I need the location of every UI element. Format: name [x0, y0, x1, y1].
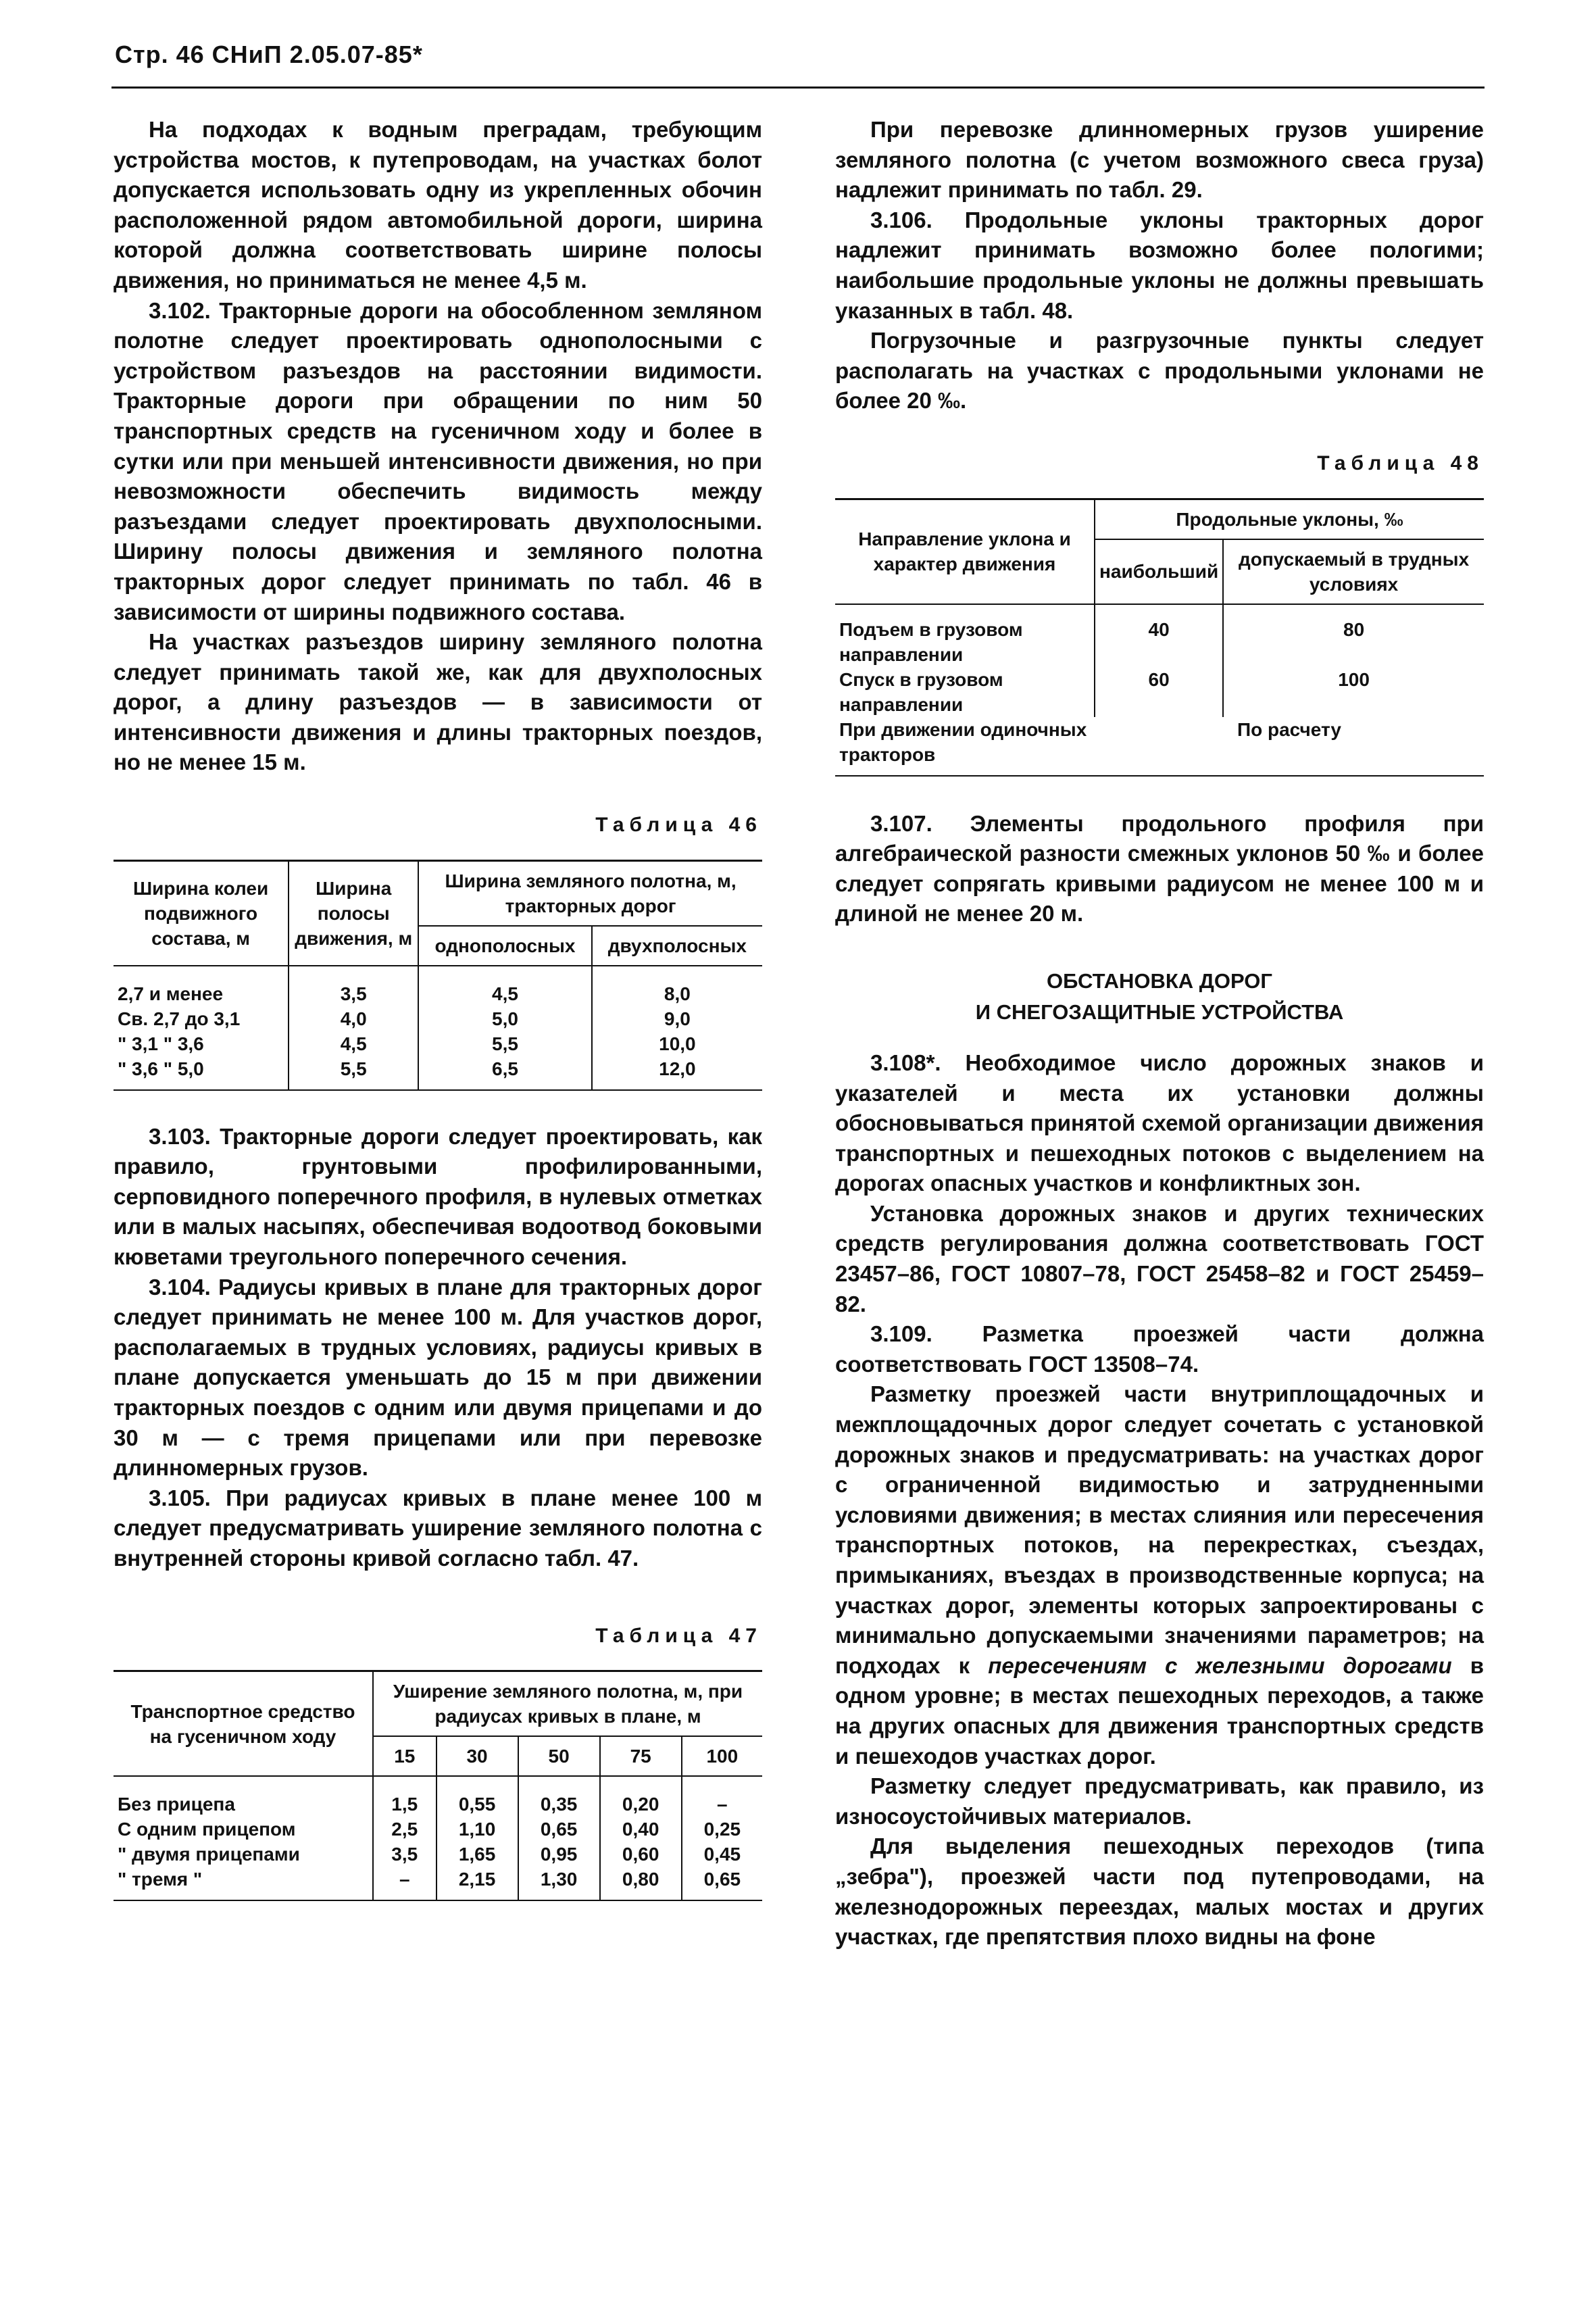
table-cell: 0,40: [600, 1817, 682, 1842]
table-cell: 0,55: [437, 1776, 518, 1817]
table-cell: 5,5: [289, 1056, 418, 1090]
clause-number: 3.102.: [149, 297, 211, 323]
table-cell: 5,0: [418, 1006, 592, 1031]
clause-text: Элементы продольного профиля при алгебраической разности смежных уклонов 50 ‰ и более следует сопрягать кривыми радиусом не менее 100 м и длиной не менее 20 м.: [835, 810, 1485, 927]
table-cell: " 3,6 " 5,0: [118, 1058, 204, 1079]
left-column: [114, 115, 762, 1901]
table-cell: При движении одиночных тракторов: [839, 718, 1087, 765]
table-header-group: Продольные уклоны, ‰: [1095, 499, 1484, 539]
paragraph: При перевозке длинномерных грузов уширение земляного полотна (с учетом возможного свеса груза) надлежит принимать по табл. 29.: [835, 117, 1484, 203]
table-cell: Св. 2,7 до 3,1: [118, 1008, 241, 1029]
clause-number: 3.109.: [870, 1321, 932, 1347]
clause-text: При радиусах кривых в плане менее 100 м следует предусматривать уширение земляного полотна с внутренней стороны кривой согласно табл. 47.: [114, 1485, 762, 1571]
paragraph-3-105: [114, 1483, 762, 1574]
table-header: 75: [600, 1736, 682, 1776]
clause-number: 3.104.: [149, 1274, 211, 1300]
table-cell: 0,65: [682, 1867, 762, 1900]
table-cell: 1,5: [373, 1776, 437, 1817]
paragraph-3-106: [835, 205, 1484, 326]
clause-text: Тракторные дороги на обособленном земляном полотне следует проектировать однополосными с устройством разъездов на расстоянии видимости. Тракторные дороги при обращении по ним 50 транспортных средств на гусеничном ходу и более в сутки или при меньшей интенсивности движения, но при невозможности обеспечить видимость между разъездами следует проектировать двухполосными. Ширину полосы движения и земляного полотна тракторных дорог следует принимать по табл. 46 в зависимости от ширины подвижного состава.: [114, 297, 762, 624]
clause-text: Разметка проезжей части должна соответствовать ГОСТ 13508–74.: [835, 1321, 1484, 1377]
table-header: допускаемый в трудных условиях: [1223, 539, 1484, 604]
table-cell: " тремя ": [118, 1869, 203, 1890]
table-cell: 0,25: [682, 1817, 762, 1842]
paragraph: Для выделения пешеходных переходов (типа „зебра"), проезжей части под путепроводами, на железнодорожных переездах, малых мостах и других участках, где препятствия плохо видны на фоне: [835, 1833, 1484, 1950]
table-cell: –: [373, 1867, 437, 1900]
table-47: [114, 1670, 762, 1901]
table-header: Транспортное средство на гусеничном ходу: [114, 1671, 373, 1777]
table-cell: 60: [1095, 667, 1223, 717]
paragraph: На подходах к водным преградам, требующим устройства мостов, к путепроводам, на участках болот допускается использовать одну из укрепленных обочин расположенной рядом автомобильной дороги, ширина которой должна соответствовать ширине полосы движения, но приниматься не менее 4,5 м.: [114, 117, 762, 293]
paragraph-3-103: [114, 1122, 762, 1273]
clause-number: 3.106.: [870, 207, 932, 232]
table-cell: 5,5: [418, 1031, 592, 1056]
table-header: Ширина колеи подвижного состава, м: [114, 860, 289, 966]
table-cell: 4,5: [289, 1031, 418, 1056]
table-header: 50: [518, 1736, 600, 1776]
table-header: двухполосных: [592, 926, 762, 966]
table-cell: 6,5: [418, 1056, 592, 1090]
table-cell: 100: [1223, 667, 1484, 717]
table-cell: 3,5: [289, 966, 418, 1006]
paragraph-3-104: [114, 1273, 762, 1483]
table-row: [114, 966, 762, 1006]
table-row: [114, 1006, 762, 1031]
clause-text: Тракторные дороги следует проектировать, как правило, грунтовыми профилированными, серповидного поперечного профиля, в нулевых отметках или в малых насыпях, обеспечивая водоотвод боковыми кюветами треугольного поперечного сечения.: [114, 1123, 763, 1270]
table-cell: 0,80: [600, 1867, 682, 1900]
paragraph: На участках разъездов ширину земляного полотна следует принимать такой же, как для двухполосных дорог, а длину разъездов — в зависимости от интенсивности движения и длины тракторных поездов, но не менее 15 м.: [114, 629, 762, 775]
table-cell: 2,5: [373, 1817, 437, 1842]
table-cell: 0,60: [600, 1842, 682, 1867]
table-row: [835, 667, 1484, 717]
table-cell: 80: [1223, 604, 1484, 667]
paragraph-3-109: [835, 1319, 1484, 1379]
paragraph-3-108: [835, 1048, 1484, 1199]
clause-number: 3.103.: [149, 1123, 211, 1149]
section-title-line: ОБСТАНОВКА ДОРОГ: [1047, 968, 1272, 993]
table-cell: 2,7 и менее: [118, 983, 224, 1004]
table-cell: 3,5: [373, 1842, 437, 1867]
paragraph: [835, 1379, 1484, 1771]
table-row: [114, 1867, 762, 1900]
table-cell: 1,30: [518, 1867, 600, 1900]
table-header: Направление уклона и характер движения: [835, 499, 1095, 604]
paragraph-3-102: [114, 296, 762, 628]
table-cell: Подъем в грузовом направлении: [839, 618, 1023, 665]
table-header-group: Ширина земляного полотна, м, тракторных дорог: [418, 860, 762, 926]
table-46-caption: Таблица 46: [595, 814, 762, 837]
table-header: 100: [682, 1736, 762, 1776]
table-cell: С одним прицепом: [118, 1819, 296, 1840]
table-header: 15: [373, 1736, 437, 1776]
table-46: [114, 860, 762, 1091]
table-header: наибольший: [1095, 539, 1223, 604]
paragraph: Погрузочные и разгрузочные пункты следует располагать на участках с продольными уклонами не более 20 ‰.: [835, 328, 1484, 414]
paragraph: Разметку следует предусматривать, как правило, из износоустойчивых материалов.: [835, 1773, 1484, 1829]
paragraph: Установка дорожных знаков и других технических средств регулирования должна соответствовать ГОСТ 23457–86, ГОСТ 10807–78, ГОСТ 25458–82 и ГОСТ 25459–82.: [835, 1200, 1484, 1316]
table-cell: 0,35: [518, 1776, 600, 1817]
table-header: 30: [437, 1736, 518, 1776]
table-row: [114, 1031, 762, 1056]
table-row: [835, 604, 1484, 667]
table-cell: 0,45: [682, 1842, 762, 1867]
page-header: Стр. 46 СНиП 2.05.07-85*: [115, 41, 423, 68]
table-cell: –: [682, 1776, 762, 1817]
section-title: [835, 966, 1484, 1028]
paragraph-3-107: [835, 809, 1484, 929]
table-cell: 10,0: [592, 1031, 762, 1056]
clause-text: Радиусы кривых в плане для тракторных дорог следует принимать не менее 100 м. Для участков дорог, располагаемых в трудных условиях, радиусы кривых в плане допускается уменьшать до 15 м при движении тракторных поездов с одним или двумя прицепами и до 30 м — с тремя прицепами или при перевозке длинномерных грузов.: [114, 1274, 762, 1481]
table-cell: 8,0: [592, 966, 762, 1006]
table-cell: По расчету: [1237, 718, 1341, 740]
table-row: [114, 1776, 762, 1817]
clause-number: 3.105.: [149, 1485, 211, 1510]
section-title-line: И СНЕГОЗАЩИТНЫЕ УСТРОЙСТВА: [975, 1000, 1344, 1024]
table-cell: " двумя прицепами: [118, 1844, 300, 1865]
italic-text: пересечениям с железными дорогами: [988, 1652, 1452, 1678]
table-header-group: Уширение земляного полотна, м, при радиусах кривых в плане, м: [373, 1671, 762, 1737]
clause-number: 3.107.: [870, 810, 932, 836]
table-header: Ширина полосы движения, м: [289, 860, 418, 966]
table-cell: 2,15: [437, 1867, 518, 1900]
clause-text: Продольные уклоны тракторных дорог надлежит принимать возможно более пологими; наибольшие продольные уклоны не должны превышать указанных в табл. 48.: [835, 207, 1485, 323]
table-cell: 12,0: [592, 1056, 762, 1090]
table-cell: 4,0: [289, 1006, 418, 1031]
table-row: [114, 1056, 762, 1090]
table-header: однополосных: [418, 926, 592, 966]
table-cell: 1,10: [437, 1817, 518, 1842]
table-cell: 1,65: [437, 1842, 518, 1867]
table-cell: 0,95: [518, 1842, 600, 1867]
table-cell: 9,0: [592, 1006, 762, 1031]
header-rule: [111, 87, 1485, 89]
table-cell: Спуск в грузовом направлении: [839, 668, 1003, 715]
table-row: [114, 1817, 762, 1842]
clause-text: Необходимое число дорожных знаков и указателей и места их установки должны обосновываться принятой схемой организации движения транспортных и пешеходных потоков с выделением на дорогах опасных участков и конфликтных зон.: [835, 1050, 1484, 1196]
text-run: в одном уровне; в местах пешеходных переходов, а также на других опасных для движения транспортных средств и пешеходов участках дорог.: [835, 1652, 1484, 1769]
table-cell: 40: [1095, 604, 1223, 667]
table-row: [114, 1842, 762, 1867]
text-run: Разметку проезжей части внутриплощадочных и межплощадочных дорог следует сочетать с установкой дорожных знаков и предусматривать: на участках дорог с ограниченной видимостью и затрудненными условиями движения; в местах слияния или пересечения транспортных потоков, на перекрестках, съездах, примыканиях, въездах в производственные корпуса; на участках дорог, элементы которых запроектированы с минимально допускаемыми значениями параметров; на подходах к: [835, 1381, 1484, 1678]
table-48-caption: Таблица 48: [1317, 451, 1484, 474]
table-cell: Без прицепа: [118, 1794, 235, 1815]
table-cell: " 3,1 " 3,6: [118, 1033, 204, 1054]
table-row: [835, 717, 1484, 776]
right-column: [835, 115, 1484, 1952]
table-cell: 0,65: [518, 1817, 600, 1842]
table-48: [835, 498, 1484, 777]
table-cell: 4,5: [418, 966, 592, 1006]
clause-number: 3.108*.: [870, 1050, 941, 1075]
table-47-caption: Таблица 47: [595, 1624, 762, 1647]
table-cell: 0,20: [600, 1776, 682, 1817]
